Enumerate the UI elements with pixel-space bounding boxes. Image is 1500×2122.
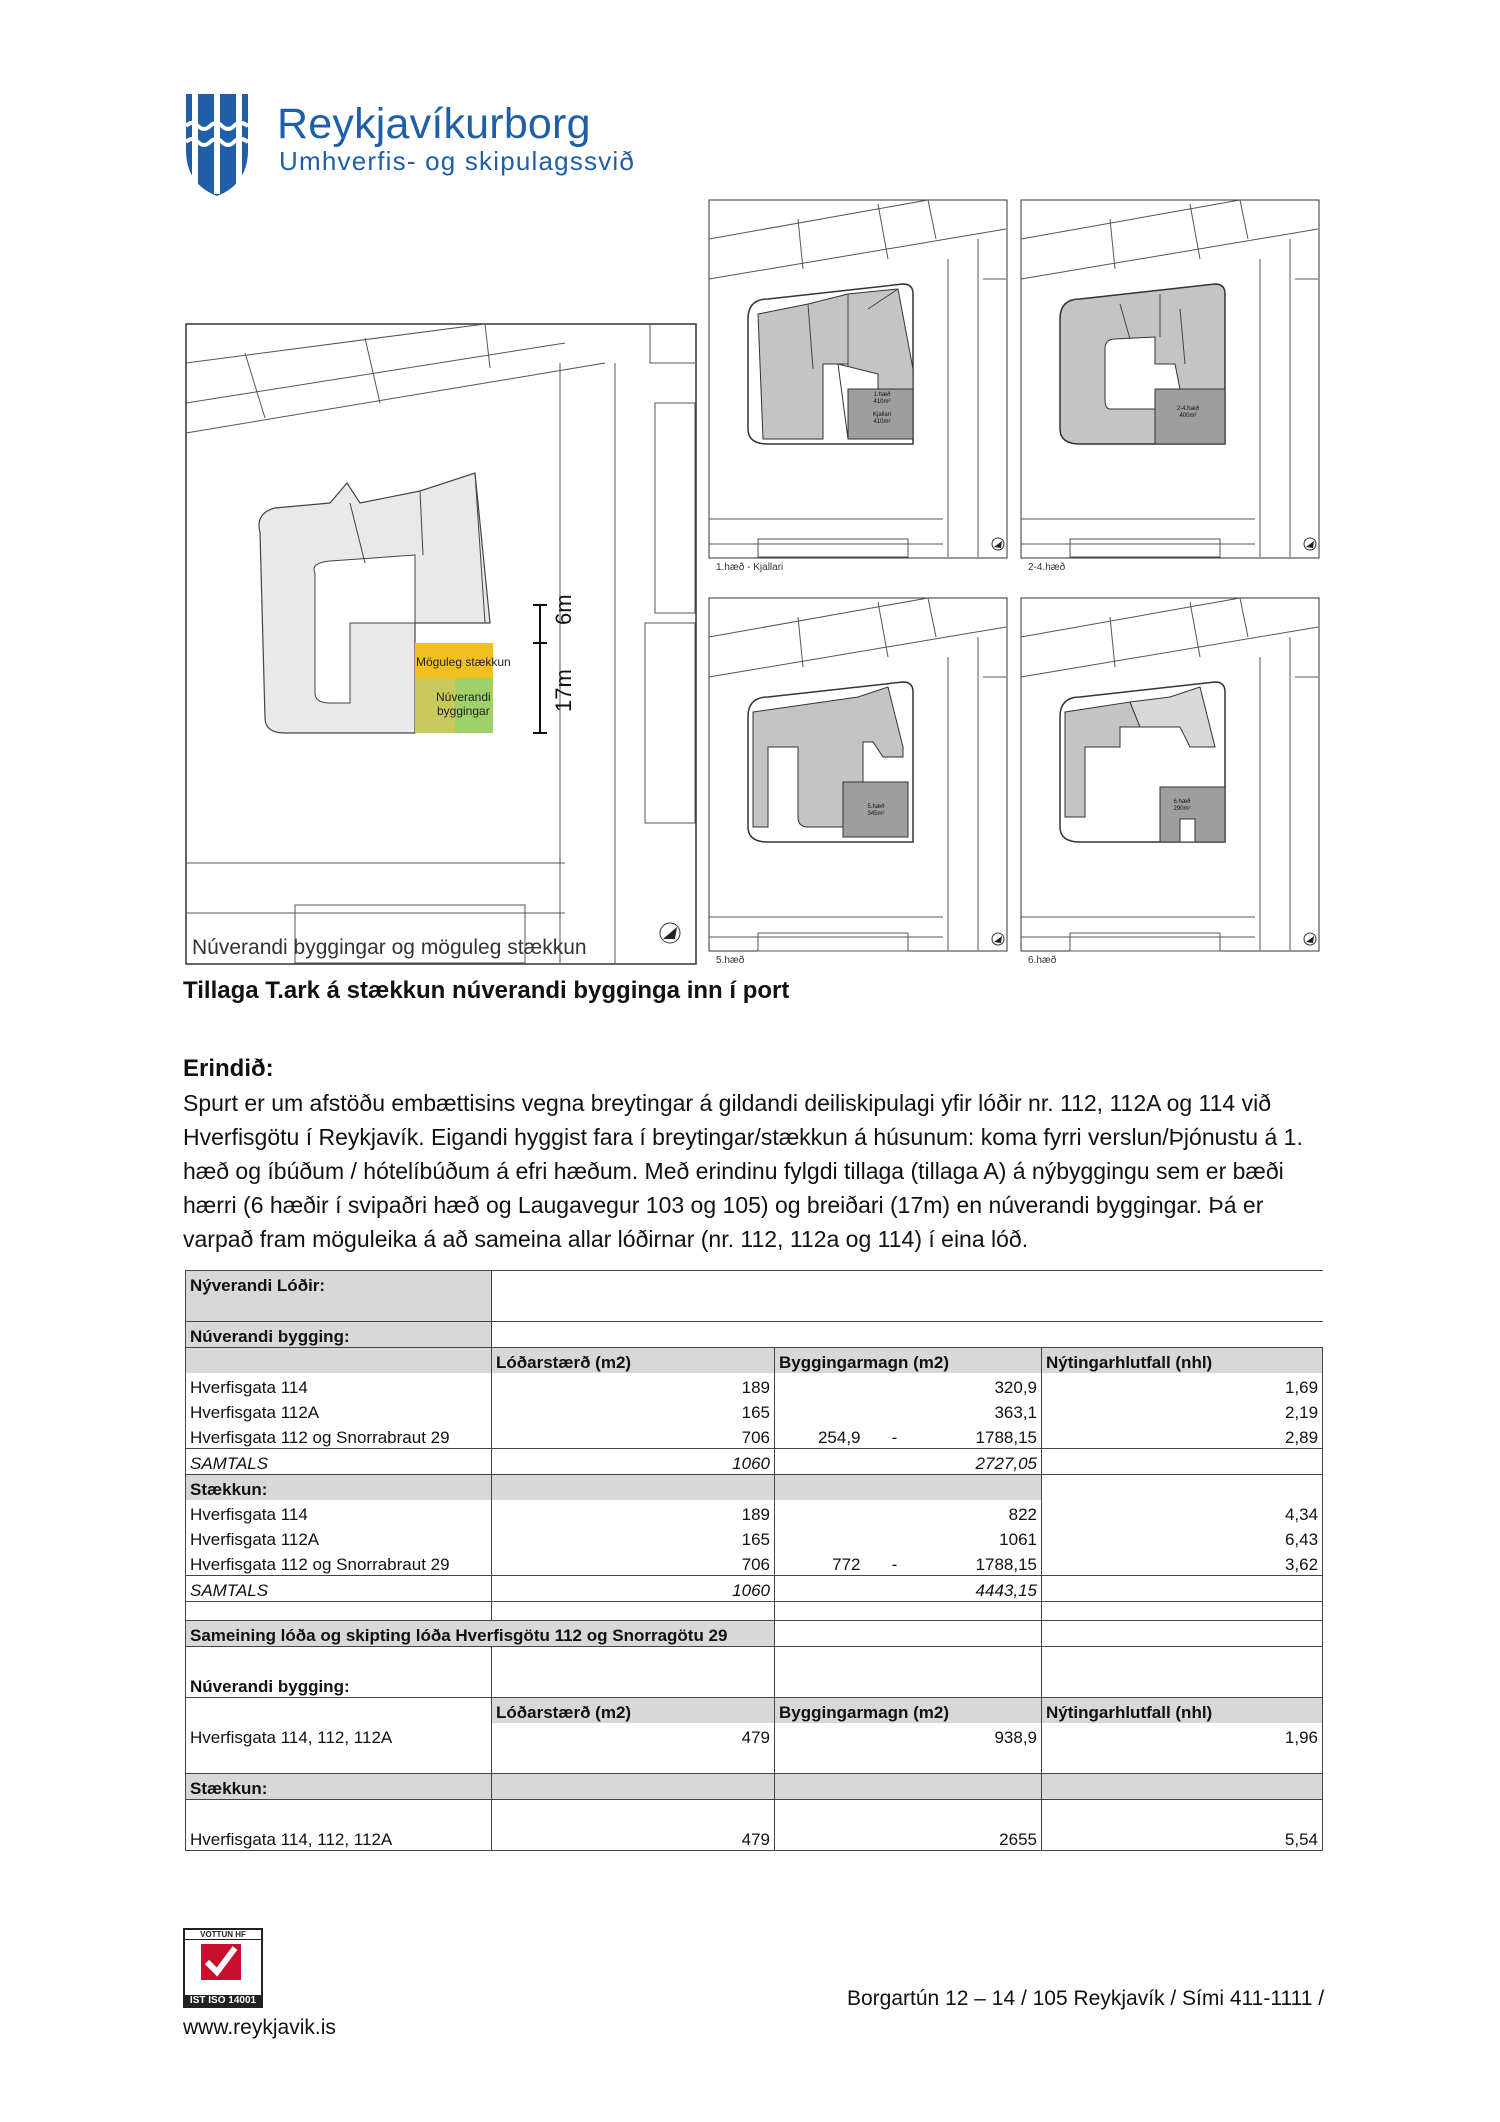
plan-1-label-3: Kjallari bbox=[872, 412, 891, 418]
table2-title: Sameining lóða og skipting lóða Hverfisgötu 112 og Snorragötu 29 bbox=[186, 1621, 775, 1647]
table1-expansion-title: Stækkun: bbox=[186, 1475, 492, 1501]
plan-4-caption: 6.hæð bbox=[1028, 955, 1057, 966]
erindi-line-5: varpað fram möguleika á að sameina allar lóðirnar (nr. 112, 112a og 114) í eina lóð. bbox=[183, 1226, 1029, 1252]
label-nuverandi-line-2: byggingar bbox=[436, 704, 490, 718]
cert-bottom-text: IST ISO 14001 bbox=[185, 1995, 261, 2006]
floor-plan-3 bbox=[708, 597, 1008, 952]
plan-2-label-1: 2-4.hæð bbox=[1176, 406, 1200, 412]
table-current-lots bbox=[185, 1270, 1323, 1627]
erindi-line-1: Spurt er um afstöðu embættisins vegna breytingar á gildandi deiliskipulagi yfir lóðir nr. 112, 112A og 114 við bbox=[183, 1090, 1272, 1116]
table-row: Hverfisgata 112 og Snorrabraut 29 706 254,9 - 1788,15 2,89 bbox=[186, 1423, 1323, 1449]
plan-3-label-1: 5.hæð bbox=[867, 804, 885, 810]
plan-4-label-1: 6.hæð bbox=[1173, 799, 1191, 805]
table-row: Hverfisgata 114 189 822 4,34 bbox=[186, 1500, 1323, 1525]
label-moguleg-staekkun: Möguleg stækkun bbox=[416, 655, 511, 669]
table-total-row: SAMTALS 1060 2727,05 bbox=[186, 1449, 1323, 1475]
label-nuverandi-line-1: Núverandi bbox=[436, 690, 491, 704]
iso-certification-badge bbox=[183, 1928, 263, 2008]
table-row: Hverfisgata 112 og Snorrabraut 29 706 772 - 1788,15 3,62 bbox=[186, 1550, 1323, 1576]
plan-1-caption: 1.hæð - Kjallari bbox=[716, 562, 784, 573]
plan-1-label-4: 410m² bbox=[873, 419, 891, 425]
label-nuverandi bbox=[436, 690, 491, 718]
table-total-row: SAMTALS 1060 4443,15 bbox=[186, 1576, 1323, 1602]
table1-header-building: Byggingarmagn (m2) bbox=[775, 1348, 1042, 1374]
floor-plan-4 bbox=[1020, 597, 1320, 952]
plan-3-caption: 5.hæð bbox=[716, 955, 745, 966]
table2-header-nhl: Nýtingarhlutfall (nhl) bbox=[1042, 1698, 1323, 1724]
plan-2-label-2: 400m² bbox=[1179, 413, 1197, 419]
plan-1-label-1: 1.hæð bbox=[873, 392, 891, 398]
table-merged-lots bbox=[185, 1620, 1323, 1851]
plan-3-label-2: 345m² bbox=[867, 811, 885, 817]
cert-top-text: VOTTUN HF bbox=[185, 1930, 261, 1940]
plan-1-label-2: 410m² bbox=[873, 399, 891, 405]
dimension-top-label: 6m bbox=[551, 594, 576, 625]
division-name: Umhverfis- og skipulagssvið bbox=[279, 146, 636, 176]
plan-3-area-label bbox=[846, 804, 906, 818]
table2-current-title: Núverandi bygging: bbox=[186, 1672, 492, 1698]
plan-2-area-label bbox=[1158, 406, 1218, 420]
table2-expansion-title: Stækkun: bbox=[186, 1774, 492, 1800]
floor-plan-2 bbox=[1020, 199, 1320, 559]
table1-title-nyverandi: Nýverandi Lóðir: bbox=[186, 1271, 492, 1297]
table-row: Hverfisgata 114, 112, 112A 479 2655 5,54 bbox=[186, 1825, 1323, 1851]
coat-of-arms-logo bbox=[184, 92, 250, 198]
table-row: Hverfisgata 114 189 320,9 1,69 bbox=[186, 1373, 1323, 1398]
plan-1-area-label bbox=[852, 392, 912, 426]
table-row: Hverfisgata 112A 165 363,1 2,19 bbox=[186, 1398, 1323, 1423]
erindi-paragraph bbox=[183, 1086, 1333, 1256]
table2-header-lot: Lóðarstærð (m2) bbox=[492, 1698, 775, 1724]
dimension-bottom-label: 17m bbox=[551, 669, 576, 712]
plan-4-area-label bbox=[1152, 799, 1212, 813]
table1-header-nhl: Nýtingarhlutfall (nhl) bbox=[1042, 1348, 1323, 1374]
erindi-line-2: Hverfisgötu í Reykjavík. Eigandi hyggist fara í breytingar/stækkun á húsunum: koma fyrri verslun/Þjónustu á 1. bbox=[183, 1124, 1303, 1150]
table2-header-building: Byggingarmagn (m2) bbox=[775, 1698, 1042, 1724]
floor-plan-1 bbox=[708, 199, 1008, 559]
checkmark-icon bbox=[185, 1940, 257, 1984]
plan-4-label-2: 290m² bbox=[1173, 806, 1191, 812]
plan-2-caption: 2-4.hæð bbox=[1028, 562, 1066, 573]
table-row: Hverfisgata 114, 112, 112A 479 938,9 1,96 bbox=[186, 1723, 1323, 1748]
erindi-line-3: hæð og íbúðum / hótelíbúðum á efri hæðum. Með erindinu fylgdi tillaga (tillaga A) á nýbyggingu sem er bæði bbox=[183, 1158, 1284, 1184]
org-name: Reykjavíkurborg bbox=[277, 100, 591, 148]
table-row: Hverfisgata 112A 165 1061 6,43 bbox=[186, 1525, 1323, 1550]
table1-title-nuverandi: Núverandi bygging: bbox=[186, 1322, 492, 1348]
site-plan-caption: Núverandi byggingar og möguleg stækkun bbox=[192, 936, 587, 959]
table1-header-lot: Lóðarstærð (m2) bbox=[492, 1348, 775, 1374]
site-plan-drawing bbox=[185, 323, 697, 965]
footer-address: Borgartún 12 – 14 / 105 Reykjavík / Sími 411-1111 / bbox=[847, 1987, 1325, 2010]
erindi-line-4: hærri (6 hæðir í svipaðri hæð og Laugavegur 103 og 105) og breiðari (17m) en núverandi byggingar. Þá er bbox=[183, 1192, 1264, 1218]
figure-title: Tillaga T.ark á stækkun núverandi bygginga inn í port bbox=[183, 977, 790, 1004]
erindi-heading: Erindið: bbox=[183, 1055, 274, 1082]
footer-website[interactable]: www.reykjavik.is bbox=[183, 2016, 336, 2039]
